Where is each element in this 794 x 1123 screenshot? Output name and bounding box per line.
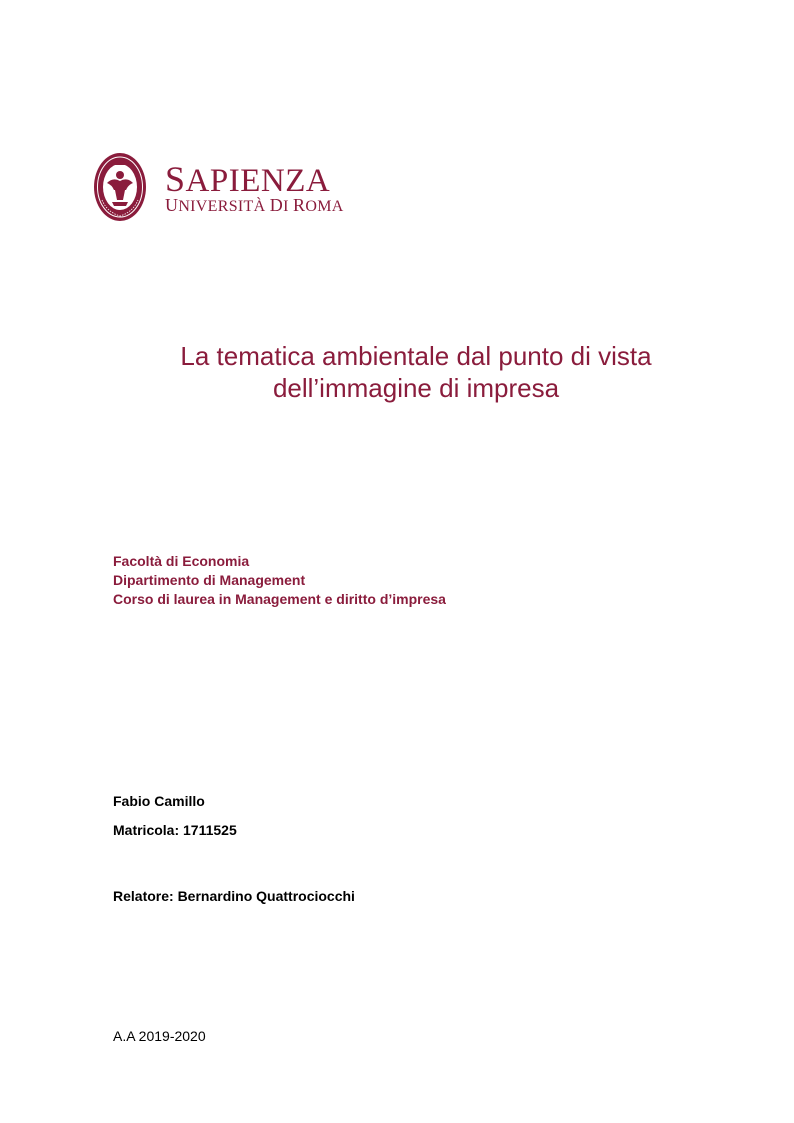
university-logo — [93, 150, 344, 224]
department-name: Dipartimento di Management — [113, 572, 306, 588]
thesis-title-line-1: La tematica ambientale dal punto di vista — [180, 341, 652, 371]
faculty-name: Facoltà di Economia — [113, 553, 250, 569]
faculty-block — [113, 552, 446, 609]
thesis-title — [0, 340, 794, 404]
university-wordmark — [165, 159, 344, 215]
author-name: Fabio Camillo — [113, 793, 205, 809]
university-subname: UNIVERSITÀ DI ROMA — [165, 195, 344, 215]
student-id: Matricola: 1711525 — [113, 822, 237, 838]
university-seal-icon — [93, 150, 147, 224]
supervisor: Relatore: Bernardino Quattrociocchi — [113, 888, 355, 904]
course-name: Corso di laurea in Management e diritto d’impresa — [113, 591, 446, 607]
university-name: SAPIENZA — [165, 159, 331, 199]
academic-year: A.A 2019-2020 — [113, 1028, 206, 1044]
thesis-title-line-2: dell’immagine di impresa — [272, 373, 560, 403]
